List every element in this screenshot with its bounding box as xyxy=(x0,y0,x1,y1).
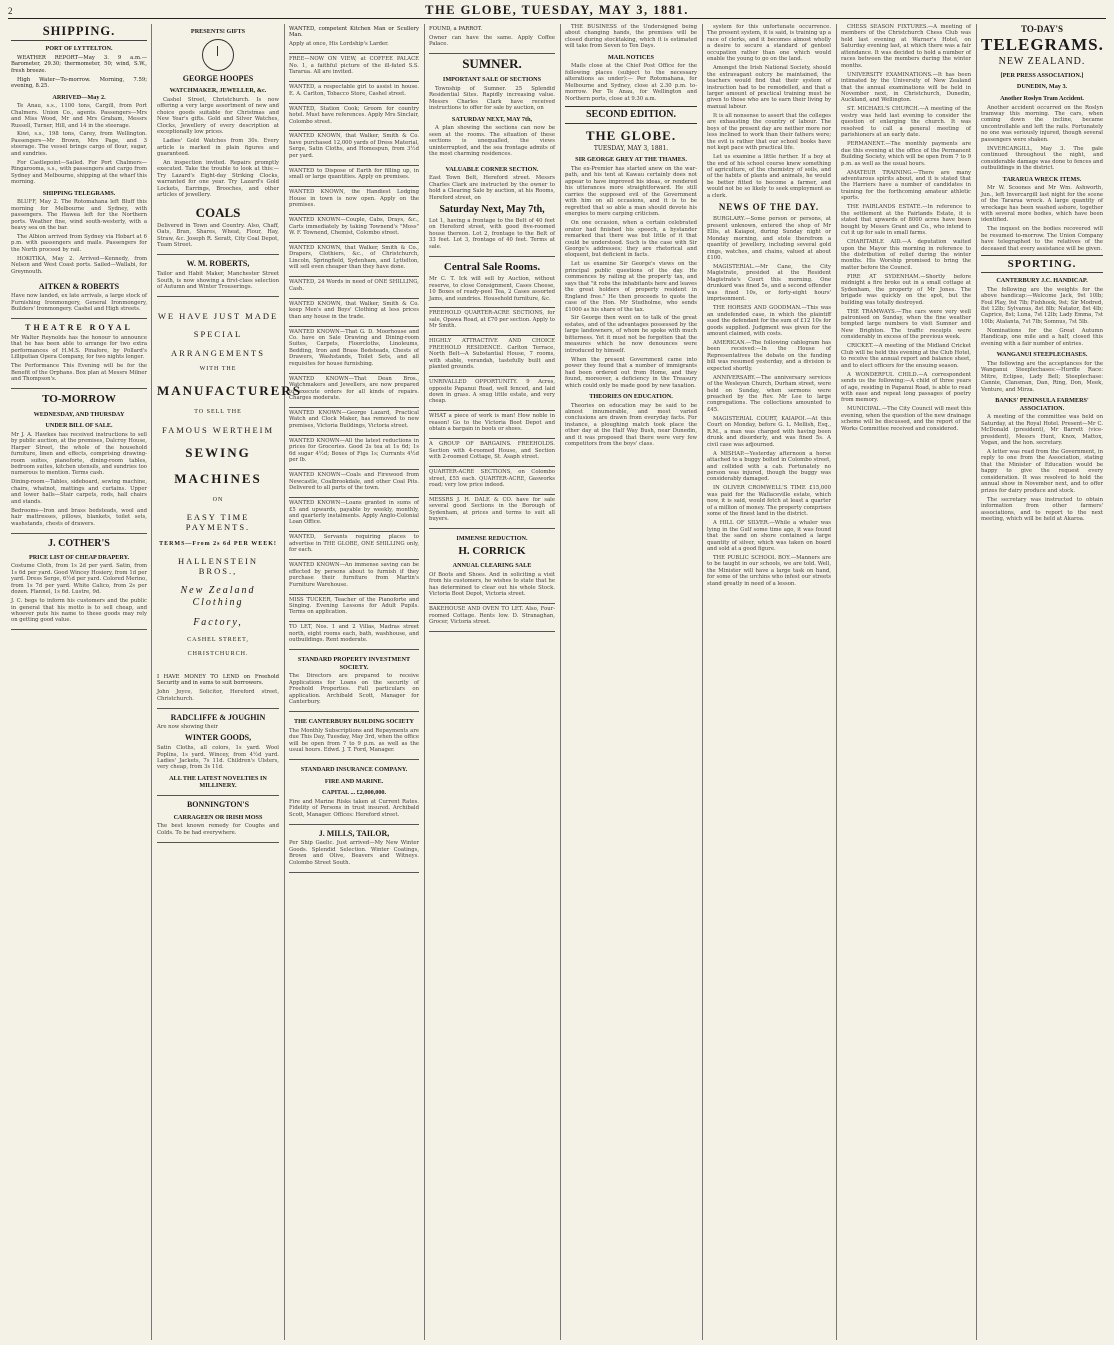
advertisement xyxy=(11,389,147,533)
advertisement xyxy=(429,336,555,377)
section-heading-shipping: SHIPPING. xyxy=(11,24,147,41)
advertisement xyxy=(289,82,419,103)
advertisement xyxy=(429,467,555,495)
ad-line: MANUFACTURERS xyxy=(157,383,302,399)
body-text: East Town Belt, Hereford street. Messrs Charles Clark are instructed by the owner to hold a Clearing Sale by auction, at his Rooms, Hereford street, on xyxy=(429,175,555,201)
body-text: The Directors are prepared to receive Applications for Loans on the security of Freehold Properties. Full particulars on application. Archibald Scott, Manager for Canterbury. xyxy=(289,673,419,706)
sewing-machine-advertisement xyxy=(157,310,302,658)
body-text: BLUFF, May 2. The Rotomahana left Bluff this morning for Melbourne and Sydney, with passengers. The Hawea left for the Northern ports. Weather fine, wind south-westerly, with a heavy sea on the bar. xyxy=(11,199,147,231)
advertisement xyxy=(429,24,555,54)
ad-subheading: CARRAGEEN OR IRISH MOSS xyxy=(173,813,263,821)
body-text: Mr C. T. Ick will sell by Auction, without reserve, to close Consignment, Cases Cheese, 10 Boxes of ready-peel Tea, 2 Cases assorted Jams, and sundries. Household furniture, &c. xyxy=(429,276,555,302)
body-text: Owner can have the same. Apply Coffee Palace. xyxy=(429,34,555,48)
body-text: A GROUP OF BARGAINS. FREEHOLDS. Section with 4-roomed House, and Section with 2-roomed Cottage, St. Asaph street. xyxy=(429,441,555,461)
ad-line: CHRISTCHURCH. xyxy=(187,650,249,657)
port-heading: PORT OF LYTTELTON. xyxy=(45,45,113,53)
newspaper-name: THE GLOBE. xyxy=(585,128,677,144)
advertisement xyxy=(289,374,419,408)
body-text: FOUND, a PARROT. xyxy=(429,26,483,32)
body-text: FREE—NOW ON VIEW, at COFFEE PALACE No. 1, a faithful picture of the ill-fated S.S. Tararua. All are invited. xyxy=(289,56,419,76)
ad-heading: THE CANTERBURY BUILDING SOCIETY xyxy=(293,718,415,726)
body-text: Township of Sumner. 25 Splendid Residential Sites. Rapidly increasing value. Messrs Charles Clark have received instructions to offer for sale by auction, on xyxy=(429,85,555,112)
body-text: WANTED KNOWN—Loans granted in sums of £5 and upwards, payable by weekly, monthly, and quarterly instalments. Apply Anglo-Colonial Loan Office. xyxy=(289,500,419,526)
body-text: Mails close at the Chief Post Office for the following places (subject to the necessary alterations as under):— Per Rotomahana, for Melbourne and Sydney, close at 2.30 p.m. to-morrow. Per Te Anau, for Wellington and Northern ports, close at 9.30 a.m. xyxy=(565,63,697,102)
body-text: Apply at once, His Lordship's Larder. xyxy=(289,41,389,48)
ad-heading: BONNINGTON'S xyxy=(186,800,250,810)
advertisement xyxy=(289,436,419,470)
column-auctions xyxy=(426,24,558,1340)
body-text: WANTED, Station Cook; Groom for country hotel. Must have references. Apply Mrs Sinclair, Colombo street. xyxy=(289,105,419,125)
edition-banner: SECOND EDITION. xyxy=(565,106,697,124)
column-rule xyxy=(560,24,561,1340)
body-text: CRICKET.—A meeting of the Midland Cricket Club will be held this evening at the Club Hotel, to receive the annual report and balance sheet, and to elect officers for the ensuing season. xyxy=(841,343,971,369)
advertisement xyxy=(11,319,147,389)
body-text: It is all nonsense to assert that the colleges are exhausting the country of labour. The boys of the present day are neither more nor less inclined to work than their fathers were; the evil is rather that our school books have not kept pace with practical life. xyxy=(707,112,831,152)
ad-heading: Saturday Next, May 7th, xyxy=(439,203,545,215)
body-text: WHAT a piece of work is man! How noble in reason! Go to the Victoria Boot Depot and obtain a bargain in boots or shoes. xyxy=(429,413,555,433)
body-text: A WONDERFUL CHILD.—A correspondent sends us the following:—A child of three years of age, residing in Papanui Road, is able to read with ease and repeat long passages of poetry from memory. xyxy=(841,371,971,404)
ad-subheading: FIRE AND MARINE. xyxy=(324,777,384,785)
body-text: Theories on education may be said to be almost innumerable, and most varied conclusions are drawn from everyday facts. For instance, a ploughing match took place the other day at the Half Way Bush, near Dunedin, and it was proposed that there were very few competitors from the boys' class. xyxy=(565,402,697,448)
body-text: THE FAIRLANDS ESTATE.—In reference to the settlement at the Fairlands Estate, it is stated that upwards of 8000 acres have been bought by Messrs Grant and Co., who intend to cut it up for sale in small farms. xyxy=(841,204,971,237)
column-wanted xyxy=(286,24,422,1340)
watch-illustration xyxy=(202,39,234,71)
column-second-edition xyxy=(562,24,700,1340)
body-text: MAGISTERIAL COURT, KAIAPOI.—At this Court on Monday, before G. L. Mellish, Esq., R.M., a man was charged with having been drunk and disorderly, and was fined 5s. A civil case was adjourned. xyxy=(707,415,831,448)
ad-heading: PRESENTS! GIFTS xyxy=(190,28,246,35)
body-text: Lot 1, having a frontage to the Belt of 40 feet on Hereford street, with good five-roomed house thereon. Lot 2, frontage to the Belt of 33 feet. Lot 3, frontage of 40 feet. Terms at sale. xyxy=(429,217,555,250)
ad-heading: WINTER GOODS, xyxy=(184,733,252,743)
body-text: John Joyce, Solicitor, Hereford street, Christchurch. xyxy=(157,689,279,702)
body-text: Satin Cloths, all colors, 1s yard. Wool Poplins, 1s yard. Wincey, from 4½d yard. Ladies' Jackets, 7s 11d. Children's Ulsters, very cheap, from 3s 11d. xyxy=(157,745,279,771)
ad-line: SPECIAL xyxy=(193,329,243,340)
advertisement xyxy=(11,278,147,320)
ad-line: Factory, xyxy=(193,617,243,629)
advertisement xyxy=(289,470,419,498)
body-text: WANTED, a respectable girl to assist in house. E. A. Carlton, Tobacco Store, Cashel street. xyxy=(289,84,419,97)
body-text: Kiwi, s.s., 198 tons, Carey, from Wellington. Passengers—Mr Brown, Mrs Page, and 3 steerage. The vessel brings cargo of flour, sugar, and sundries. xyxy=(11,131,147,157)
ad-heading: RADCLIFFE & JOUGHIN xyxy=(170,712,266,722)
body-text: UNRIVALLED OPPORTUNITY. 9 Acres, opposite Papanui Road, well fenced, and laid down in grass. A snug little estate, and very cheap. xyxy=(429,379,555,405)
body-text: The secretary was instructed to obtain information from other farmers' associations, and to report to the next meeting, which will be held at Akaroa. xyxy=(981,496,1103,522)
ad-line: New Zealand Clothing xyxy=(180,584,256,608)
ad-heading: STANDARD PROPERTY INVESTMENT SOCIETY. xyxy=(297,656,411,671)
body-text: Mr J. A. Hawkes has received instructions to sell by public auction, at the premises, Dalcroy House, Harper Street, the whole of the household furniture, linen and effects, comprising drawing-room suites, pianoforte, dining-room tables, bedroom suites, kitchen utensils, and sundries too numerous to mention. Terms cash. xyxy=(11,431,147,477)
body-text: MISS TUCKER, Teacher of the Pianoforte and Singing. Evening Lessons for Adult Pupils. Terms on application. xyxy=(289,596,419,616)
body-text: The best known remedy for Coughs and Colds. To be had everywhere. xyxy=(157,823,279,836)
column-rule xyxy=(151,24,152,1340)
body-text: WANTED KNOWN, that Walker, Smith & Co. have purchased 12,000 yards of Dress Material, Serge, Satin Cloths, and Homespun, from 3½d per yard. xyxy=(289,133,419,159)
body-text: PERMANENT.—The monthly payments are due this evening at the office of the Permanent Building Society, which will be open from 7 to 9 p.m. as well as the usual hours. xyxy=(841,141,971,167)
body-text: Costume Cloth, from 1s 2d per yard. Satin, from 1s 6d per yard. Good Wincey Hosiery, from 1d per yard. Dress Serge, 6½d per yard. Colored Merino, from 1s 7d per yard. White Calico, from 2s per dozen. Flannel, 1s 6d. Lustre, 9d. xyxy=(11,563,147,596)
high-water: High Water—To-morrow. Morning, 7.59; evening, 8.25. xyxy=(11,76,147,90)
advertisement xyxy=(157,672,279,709)
column-rule xyxy=(424,24,425,1340)
body-text: WANTED to Dispose of Earth for filling up, in small or large quantities. Apply on premises. xyxy=(289,167,419,181)
body-text: TO LET, Nos. 1 and 2 Villas, Madras street north, eight rooms each, bath, washhouse, and outbuildings. Rent moderate. xyxy=(289,624,419,644)
body-text: Amongst the Irish National Society, should the extravagant outcry be maintained, the teachers would find that their system of instruction had to be remodelled, and that a larger amount of practical training must be given to those who are to earn their living by manual labour. xyxy=(707,65,831,110)
body-text: A HILL OF SILVER.—While a whaler was lying in the Gulf some time ago, it was found that the sand on shore contained a large quantity of silver, which was taken on board and sold at a good figure. xyxy=(707,520,831,552)
body-text: Delivered in Town and Country. Also, Chaff, Oats, Bran, Shares, Wheat, Flour, Hay, Straw, &c. Joseph R. Seratt, City Coal Depot, Tuam Street. xyxy=(157,223,279,249)
advertisement xyxy=(429,411,555,439)
ad-heading: SUMNER. xyxy=(462,56,522,72)
body-text: For Castlepoint—Sailed. For Port Chalmers—Ringarooma, s.s., with passengers and cargo from Sydney and Melbourne, shipping at the wharf this morning. xyxy=(11,159,147,186)
body-text: WANTED, competent Kitchen Man or Scullery Man. xyxy=(289,26,419,39)
body-text: AMERICAN.—The following cablegram has been received:—In the House of Representatives the debate on the funding bill was resumed yesterday, and a division is expected shortly. xyxy=(707,339,831,372)
body-text: QUARTER-ACRE SECTIONS, on Colombo street, £55 each. QUARTER-ACRE, Gasworks road; very low price indeed. xyxy=(429,469,555,489)
ad-subheading: ALL THE LATEST NOVELTIES IN MILLINERY. xyxy=(169,774,267,790)
body-text: FREEHOLD QUARTER-ACRE SECTIONS, for sale, Opawa Road, at £70 per section. Apply to Mr Smith. xyxy=(429,310,555,330)
ad-line: SEWING xyxy=(185,444,251,460)
ad-line: CASHEL STREET, xyxy=(187,637,249,644)
body-text: WANTED, 24 Words in need of ONE SHILLING, Cash. xyxy=(289,279,419,292)
body-text: Per Ship Gaelic. Just arrived—My New Winter Goods. Splendid Selection. Winter Coatings, Brown and Olive, Beavers and Witneys. Colombo Street South. xyxy=(289,840,419,866)
body-text: Another accident occurred on the Roslyn tramway this morning. The cars, when coming down the incline, became uncontrollable and left the rails. Fortunately no one was seriously injured, though several passengers were shaken. xyxy=(981,104,1103,143)
body-text: The Albion arrived from Sydney via Hobart at 6 p.m. with passengers and mails. Passengers for the North proceed by rail. xyxy=(11,233,147,253)
ad-subheading: WATCHMAKER, JEWELLER, &c. xyxy=(169,87,267,95)
advertisement xyxy=(289,24,419,54)
body-text: Mr W. Scoones and Mr Wm. Ashworth, Jun., left Invercargill last night for the scene of the Tararua wreck. A large quantity of wreckage has been washed ashore, together with several more bodies, which have been identified. xyxy=(981,185,1103,224)
body-text: INVERCARGILL, May 3. The gale continued throughout the night, and considerable damage was done to fences and outbuildings in the district. xyxy=(981,145,1103,172)
body-text: WANTED KNOWN—That G. D. Moorhouse and Co. have on Sale Drawing and Dining-room Suites, Carpets, Floorcloths, Linoleums, Bedding, Iron and Brass Bedsteads, Chests of Drawers, Washstands, Toilet Sets, and all requisites for house furnishing. xyxy=(289,328,419,367)
body-text: WANTED KNOWN—Coals and Firewood from Newcastle, Coalbrookdale, and other Coal Pits. Delivered to all parts of the town. xyxy=(289,472,419,492)
ad-heading: IMMENSE REDUCTION. xyxy=(456,535,528,543)
advertisement xyxy=(289,760,419,825)
ad-line: TO SELL THE xyxy=(194,409,242,416)
ad-line: WE HAVE JUST MADE xyxy=(157,310,279,321)
body-text: HIGHLY ATTRACTIVE AND CHOICE FREEHOLD RESIDENCE. Carlton Terrace, North Belt—A Substantial House, 7 rooms, with stable, verandah, tastefully built and planted grounds. xyxy=(429,338,555,371)
body-text: An inspection invited. Repairs promptly executed. Take the trouble to look at this:—Try Lazard's Eight-day Striking Clocks, warranted for one year. Try Lazard's Gold Lockets, Earrings, Brooches, and other articles of jewellery. xyxy=(157,159,279,199)
advertisement xyxy=(289,532,419,560)
advertisement xyxy=(429,308,555,336)
section-heading-sporting: SPORTING. xyxy=(981,255,1103,273)
sporting-heading: CANTERBURY J.C. HANDICAP. xyxy=(996,277,1088,285)
body-text: CHESS SEASON FIXTURES.—A meeting of members of the Christchurch Chess Club was held last evening at Warner's Hotel, on Saturday evening last, at which there was a fair attendance. It was decided to hold a number of races between the members during the winter months. xyxy=(841,24,971,69)
advertisement xyxy=(429,604,555,632)
ad-heading: J. COTHER'S xyxy=(48,537,110,549)
advertisement xyxy=(289,104,419,132)
column-rule xyxy=(976,24,977,1340)
advertisement xyxy=(289,408,419,436)
advertisement xyxy=(429,439,555,467)
body-text: BURGLARY.—Some person or persons, at present unknown, entered the shop of Mr Ellis, at Kaiapoi, during Sunday night or Monday morning, and stole therefrom a quantity of jewellery, including several gold rings, watches, and chains, valued at about £100. xyxy=(707,216,831,261)
body-text: Dining-room—Tables, sideboard, sewing machine, chairs, whatnot, mattings and curtains. Upper and lower halls—Stair carpets, rods, hall chairs and stands. xyxy=(11,479,147,505)
arrived-heading: ARRIVED—May 2. xyxy=(52,93,106,101)
body-text: When the present Government came into power they found that a number of immigrants had been ordered out from Home, and they found, moreover, a deficiency in the Treasury which could only be made good by new taxation. xyxy=(565,356,697,389)
advertisement xyxy=(289,187,419,215)
advertisement xyxy=(289,560,419,594)
ad-heading: COALS xyxy=(195,205,241,221)
column-news-continued xyxy=(838,24,974,1340)
column-telegrams xyxy=(978,24,1106,1340)
body-text: ANNIVERSARY.—The anniversary services of the Wesleyan Church, Durham street, were held on Sunday, when sermons were preached by the Rev. Mr Lee to large congregations. The collections amounted to £45. xyxy=(707,374,831,413)
body-text: Of Boots and Shoes. And in soliciting a visit from his customers, he wishes to state that he has determined to clear out his whole Stock. Victoria Boot Depot, Victoria street. xyxy=(429,571,555,598)
body-text: IN OLIVER CROMWELL'S TIME £15,000 was paid for the Wallaceville estate, which now, it is said, would fetch at least a quarter of a million of money. The property comprises some of the finest land in the district. xyxy=(707,485,831,518)
body-text: Are now showing their xyxy=(157,724,218,731)
ad-heading: GEORGE HOOPES xyxy=(182,73,254,83)
body-text: A letter was read from the Government, in reply to one from the Association, stating that the Minister of Education would be happy to give the request every consideration. It was resolved to hold the annual show in November next, and to offer prizes for dairy produce and stock. xyxy=(981,448,1103,494)
body-text: THE PUBLIC SCHOOL BOY.—Manners are to be taught in our schools, we are told. Well, the Minister will have a large task on hand, for some of the urchins who infest our streets stand greatly in need of a lesson. xyxy=(707,554,831,587)
advertisement xyxy=(429,529,555,604)
telegram-heading: TARARUA WRECK ITEMS. xyxy=(1002,175,1082,183)
body-text: Cashel Street, Christchurch. Is now offering a very large assortment of new and choice goods suitable for Christmas and New Year's gifts. Gold and Silver Watches, Clocks, Jewellery of every description at exceptionally low prices. xyxy=(157,96,279,136)
body-text: WANTED KNOWN, the Handiest Lodging House in town is now open. Apply on the premises. xyxy=(289,189,419,209)
advertisement xyxy=(289,498,419,532)
body-text: Mr Walter Reynolds has the honour to announce that he has been able to arrange for two extra performances of H.M.S. Pinafore, by Pollard's Lilliputian Opera Company, for two nights longer. xyxy=(11,334,147,361)
advertisement xyxy=(289,327,419,374)
body-text: MAGISTERIAL.—Mr Cane, the City Magistrate, presided at the Resident Magistrate's Court this morning. One drunkard was fined 5s, and a second offender was fined 10s, or forty-eight hours' imprisonment. xyxy=(707,263,831,303)
advertisement xyxy=(289,299,419,327)
body-text: A meeting of the committee was held on Saturday, at the Royal Hotel. Present—Mr C. McDonald (president), Mr Barrett (vice-president), Messrs Hunt, Knox, Mattox, Vogan, and the hon. secretary. xyxy=(981,414,1103,447)
ad-heading: Central Sale Rooms. xyxy=(443,260,541,273)
advertisement xyxy=(11,534,147,631)
advertisement xyxy=(289,650,419,712)
body-text: WANTED KNOWN—Couple, Cabs, Drays, &c., Carts immediately by taking Townend's "Moss" W. F. Townend, Chemist, Colombo street. xyxy=(289,217,419,236)
body-text: UNIVERSITY EXAMINATIONS.—It has been intimated by the University of New Zealand that the annual examinations will be held in November next, in Christchurch, Dunedin, Auckland, and Wellington. xyxy=(841,71,971,104)
advertisement xyxy=(157,201,279,255)
telegrams-kicker: TO-DAY'S xyxy=(1020,24,1064,34)
ad-heading: W. M. ROBERTS, xyxy=(186,259,250,269)
body-text: Bedrooms—Iron and brass bedsteads, wool and hair mattresses, pillows, blankets, toilet sets, washstands, chests of drawers. xyxy=(11,507,147,527)
body-text: A MISHAP.—Yesterday afternoon a horse attached to a buggy bolted in Colombo street, and collided with a cab. Fortunately no person was injured, though the buggy was considerably damaged. xyxy=(707,450,831,483)
body-text: A plan showing the sections can now be seen at the rooms. The situation of these sections is unequalled, the views uninterrupted, and the sea frontage admits of the most charming residences. xyxy=(429,125,555,157)
body-text: WANTED KNOWN—All the latest reductions in prices for Groceries. Good 2s tea at 1s 6d; 1s 6d sugar 4½d; Boxes of Figs 1s; Currants 4½d per lb. xyxy=(289,437,419,464)
body-text: I HAVE MONEY TO LEND on Freehold Security and in sums to suit borrowers. xyxy=(157,673,279,687)
advertisement xyxy=(429,495,555,529)
body-text: WANTED KNOWN—An immense saving can be effected by persons about to furnish if they purchase their furniture from Martin's Furniture Warehouse. xyxy=(289,562,419,588)
body-text: The Monthly Subscriptions and Repayments are due This Day, Tuesday, May 3rd, when the office will be open from 7 to 9 p.m. as well as the usual hours. Edwd. J. T. Ford, Manager. xyxy=(289,727,419,754)
column-advertisements-a xyxy=(154,24,302,1340)
advertisement xyxy=(289,712,419,760)
body-text: The following are the weights for the above handicap:—Welcome Jack, 9st 10lb; Foul Play, 9st 7lb; Fishhook, 9st; Sir Modred, 8st 12lb; Sylvanus, 8st 8lb; Natator, 8st 4lb; Caprice, 8st; Luna, 7st 12lb; Lady Emma, 7st 10lb; Atalanta, 7st 7lb; Somnus, 7st 5lb. xyxy=(981,286,1103,325)
advertisement xyxy=(429,160,555,257)
body-text: AMATEUR TRAINING.—There are many adventurous spirits about, and it is stated that the Harriers have a number of candidates in training for the forthcoming amateur athletic sports. xyxy=(841,169,971,202)
advertisement xyxy=(289,825,419,873)
ad-line: TERMS—From 2s 6d PER WEEK! xyxy=(159,540,277,547)
column-rule xyxy=(702,24,703,1340)
body-text: Ladies' Gold Watches from 30s. Every article is marked in plain figures and guaranteed. xyxy=(157,138,279,157)
body-text: ST. MICHAEL'S CHURCH.—A meeting of the vestry was held last evening to consider the question of enlarging the church. It was resolved to call a general meeting of parishioners at an early date. xyxy=(841,106,971,139)
ad-subheading: IMPORTANT SALE OF SECTIONS xyxy=(442,76,542,84)
body-text: The inquest on the bodies recovered will be resumed to-morrow. The Union Company have telegraphed to the relatives of the deceased that every assistance will be given. xyxy=(981,226,1103,252)
body-text: WANTED, Servants requiring places to advertise in THE GLOBE, ONE SHILLING only, for each. xyxy=(289,534,419,554)
ad-heading: TO-MORROW xyxy=(42,393,116,406)
advertisement xyxy=(429,377,555,411)
telegrams-heading: SHIPPING TELEGRAMS. xyxy=(42,189,116,197)
body-text: Have now landed, ex late arrivals, a large stock of Furnishing Ironmongery, General Ironmongery, Builders' Ironmongery. Cashel and High streets. xyxy=(11,293,147,313)
column-rule xyxy=(284,24,285,1340)
body-text: On one occasion, when a certain celebrated orator had finished his speech, a bystander remarked that there was but little of it that could be understood. Such is the case with Sir George's addresses; they are rhetorical and eloquent, but deficient in facts. xyxy=(565,220,697,259)
body-text: CHARITABLE AID.—A deputation waited upon the Mayor this morning in reference to the distribution of relief during the winter months. His Worship promised to bring the matter before the Council. xyxy=(841,239,971,271)
advertisement xyxy=(289,166,419,187)
ad-heading: STANDARD INSURANCE COMPANY. xyxy=(300,766,408,774)
ad-line: WITH THE xyxy=(199,366,237,373)
body-text: FIRE AT SYDENHAM.—Shortly before midnight a fire broke out in a small cottage at Sydenham, the property of Mr Jones. The brigade was quickly on the spot, but the building was totally destroyed. xyxy=(841,273,971,306)
ad-line: HALLENSTEIN BROS., xyxy=(177,555,259,577)
ad-line: MACHINES xyxy=(174,470,262,486)
body-text: MUNICIPAL.—The City Council will meet this evening, when the question of the new drainage scheme will be discussed, and the report of the Works Committee received and considered. xyxy=(841,406,971,432)
advertisement xyxy=(289,243,419,277)
sporting-heading: BANKS' PENINSULA FARMERS' ASSOCIATION. xyxy=(995,397,1089,412)
ad-line: ON xyxy=(212,496,224,503)
press-association: [PER PRESS ASSOCIATION.] xyxy=(1000,71,1084,79)
telegrams-title: TELEGRAMS. xyxy=(981,34,1104,54)
advertisement xyxy=(289,277,419,298)
sporting-heading: WANGANUI STEEPLECHASES. xyxy=(996,351,1088,359)
advertisement xyxy=(289,131,419,165)
column-news xyxy=(704,24,834,1340)
body-text: WANTED KNOWN—George Lazard, Practical Watch and Clock Maker, has removed to new premises, Victoria Buildings, Victoria street. xyxy=(289,410,419,429)
masthead xyxy=(8,4,1106,19)
telegrams-region: NEW ZEALAND. xyxy=(998,55,1086,67)
telegram-heading: Another Roslyn Tram Accident. xyxy=(1000,95,1084,103)
ad-subheading: ANNUAL CLEARING SALE xyxy=(452,562,532,570)
body-text: WANTED KNOWN, that Walker, Smith & Co., Drapers, Clothiers, &c., of Christchurch, Lincoln, Springfield, Sydenham, and Lyttelton, will sell even cheaper than they have done. xyxy=(289,244,419,271)
body-text: Nominations for the Great Autumn Handicap, one mile and a half, closed this evening with a fair number of entries. xyxy=(981,327,1103,347)
ad-line: ARRANGEMENTS xyxy=(171,347,265,358)
ad-heading: J. MILLS, TAILOR, xyxy=(318,828,390,838)
page-number: 2 xyxy=(8,5,13,16)
body-text: MESSRS J. H. DALE & CO. have for sale several good Sections in the Borough of Sydenham, at prices and terms to suit all buyers. xyxy=(429,496,555,523)
ad-subheading: CAPITAL ... £2,000,000. xyxy=(321,789,387,797)
advertisement xyxy=(289,54,419,82)
body-text: BAKEHOUSE AND OVEN TO LET. Also, Four-roomed Cottage. Rents low. D. Stranaghan, Grocer, Victoria street. xyxy=(429,606,555,626)
ad-heading: H. CORRICK xyxy=(458,544,526,557)
mail-heading: MAIL NOTICES xyxy=(608,53,654,61)
body-text: THE HORSES AND GOODMAN.—This was an undefended case, in which the plaintiff sued the defendant for the sum of £12 10s for goods supplied. Judgment was given for the amount claimed, with costs. xyxy=(707,305,831,337)
advertisement xyxy=(429,257,555,309)
ad-subheading: UNDER BILL OF SALE. xyxy=(45,422,113,430)
advertisement xyxy=(289,595,419,623)
body-text: WANTED KNOWN, that Walker, Smith & Co. keep Men's and Boys' Clothing at less prices than any house in the trade. xyxy=(289,300,419,320)
body-text: THE TRAMWAYS.—The cars were very well patronised on Sunday, when the fine weather tempted large numbers to visit Sumner and New Brighton. The traffic receipts were considerably in excess of the previous week. xyxy=(841,308,971,341)
ad-heading: VALUABLE CORNER SECTION. xyxy=(445,165,539,173)
dateline: TUESDAY, MAY 3, 1881. xyxy=(593,145,669,153)
body-text: HOKITIKA, May 2. Arrived—Kennedy, from Nelson and West Coast ports. Sailed—Wallabi, for Greymouth. xyxy=(11,255,147,275)
telegrams-masthead xyxy=(981,24,1103,68)
ad-line: EASY TIME PAYMENTS. xyxy=(185,511,251,533)
body-text: The following are the acceptances for the Wanganui Steeplechases:—Hurdle Race: Mitre, Eclipse, Lady Bell; Steeplechase: Cannie, Clansman, Dan, Ring, Don, Meek, Venture, and Mirza. xyxy=(981,360,1103,393)
ad-subheading: SATURDAY NEXT, MAY 7th, xyxy=(451,115,533,123)
advertisement xyxy=(289,622,419,650)
body-text: THE BUSINESS of the Undersigned being about changing hands, the premises will be closed during stocktaking, which it is estimated will take from Seven to Ten Days. xyxy=(565,24,697,50)
article-heading: THEORIES ON EDUCATION. xyxy=(589,392,673,400)
body-text: WANTED KNOWN—That Dean Bros., Watchmakers and Jewellers, are now prepared to execute orders for all kinds of repairs. Charges moderate. xyxy=(289,375,419,402)
page-title: THE GLOBE, TUESDAY, MAY 3, 1881. xyxy=(425,3,689,18)
body-text: Tailor and Habit Maker, Manchester Street South, is now showing a first-class selection of Autumn and Winter Trouserings. xyxy=(157,271,279,290)
body-text: The ex-Premier has started anew on the war-path, and his tent at Kawau certainly does not appear to have improved his ideas, or rendered his utterances more straightforward. He still carries the supposed evil of the Government with him on all occasions, and it is to be regretted that so able a man should devote his energies to mere carping criticism. xyxy=(565,166,697,218)
advertisement xyxy=(157,255,279,297)
body-text: system for this unfortunate occurrence. The present system, it is said, is training up a race of clerks, and it becomes almost wholly a desire to secure a standard of genteel occupation rather than one which would enable the young to go on the land. xyxy=(707,24,831,63)
advertisement xyxy=(157,709,279,796)
body-text: Let us examine Sir George's views on the principal public questions of the day. He commences by railing at the property tax, and says that "it robs the inhabitants here and leaves the great holders of property resident in England free." He then proceeds to quote the case of the Hon. Mr Studholme, who sends £1000 as his share of the tax. xyxy=(565,261,697,313)
news-heading: NEWS OF THE DAY. xyxy=(718,202,820,213)
body-text: Te Anau, s.s., 1100 tons, Cargill, from Port Chalmers. Union Co., agents. Passengers—Mrs and Miss Wood, Mr and Mrs Graham, Messrs Russell, Turner, Hill, and 14 in the steerage. xyxy=(11,103,147,129)
body-text: J. C. begs to inform his customers and the public in general that his motto is to sell cheap, and whoever puts his name to these goods may rely on getting good value. xyxy=(11,598,147,624)
ad-subheading: WEDNESDAY, AND THURSDAY xyxy=(33,410,125,418)
body-text: Fire and Marine Risks taken at Current Rates. Fidelity of Persons in trust insured. Archibald Scott, Manager. Offices: Hereford street. xyxy=(289,798,419,818)
advertisement xyxy=(157,796,279,843)
column-rule xyxy=(836,24,837,1340)
body-text: Let us examine a little further. If a boy at the end of his school course knew something of agriculture, of the chemistry of soils, and of the habits of plants and animals, he would be better fitted to become a farmer, and would not be so likely to seek employment as a clerk. xyxy=(707,154,831,199)
column-shipping xyxy=(8,24,150,1340)
weather-report: WEATHER REPORT—May 3. 9 a.m.—Barometer, 29.30; thermometer, 50; wind, S.W., fresh breeze. xyxy=(11,54,147,74)
dateline: DUNEDIN, May 3. xyxy=(1016,83,1068,91)
ad-line: FAMOUS WERTHEIM xyxy=(161,424,275,435)
ad-heading: THEATRE ROYAL xyxy=(25,323,133,333)
body-text: Sir George then went on to talk of the great estates, and of the advantages possessed by the large landowners, of whom he spoke with much bitterness. Yet it must not be forgotten that the measures which he now denounces were introduced by himself. xyxy=(565,315,697,354)
ad-subheading: PRICE LIST OF CHEAP DRAPERY. xyxy=(28,553,130,561)
advertisement xyxy=(289,215,419,243)
ad-heading: AITKEN & ROBERTS xyxy=(38,281,120,291)
article-heading: SIR GEORGE GREY AT THE THAMES. xyxy=(575,156,687,164)
body-text: The Performance This Evening will be for the Benefit of the Orphans. Box plan at Messrs Milner and Thompson's. xyxy=(11,363,147,383)
